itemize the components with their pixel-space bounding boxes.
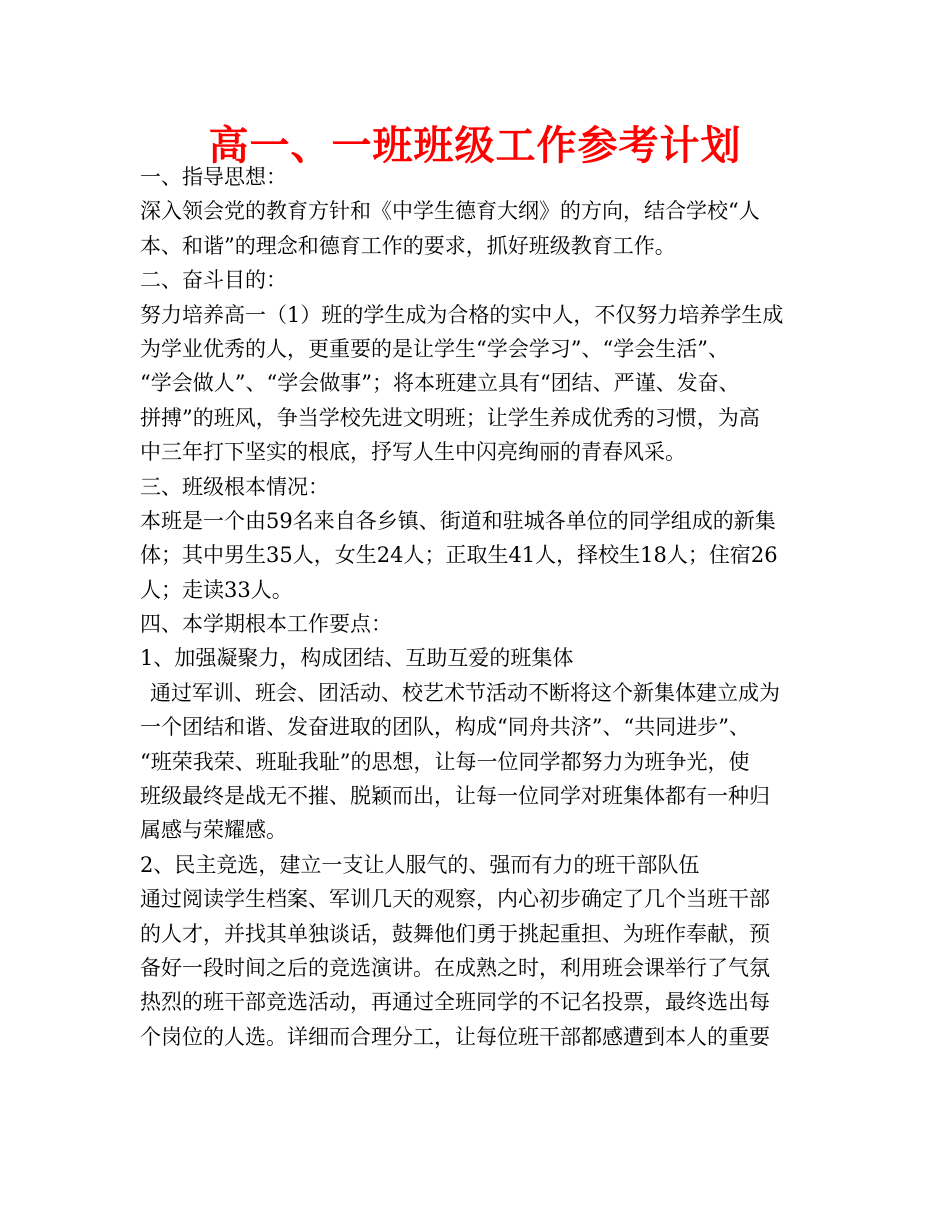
paragraph-line: 热烈的班干部竞选活动，再通过全班同学的不记名投票，最终选出每 <box>140 990 770 1015</box>
paragraph-line: 通过军训、班会、团活动、校艺术节活动不断将这个新集体建立成为 <box>150 680 780 705</box>
paragraph-line: 体；其中男生35人，女生24人；正取生41人，择校生18人；住宿26 <box>140 543 778 568</box>
paragraph-line: 属感与荣耀感。 <box>140 818 287 843</box>
paragraph-line: 为学业优秀的人，更重要的是让学生“学会学习”、“学会生活”、 <box>140 336 729 361</box>
paragraph-line: 班级最终是战无不摧、脱颖而出，让每一位同学对班集体都有一种归 <box>140 784 770 809</box>
paragraph-line: 备好一段时间之后的竞选演讲。在成熟之时，利用班会课举行了气氛 <box>140 955 770 980</box>
paragraph-line: 本班是一个由59名来自各乡镇、街道和驻城各单位的同学组成的新集 <box>140 508 776 533</box>
section-heading-goals: 二、奋斗目的： <box>140 268 287 293</box>
paragraph-line: 努力培养高一（1）班的学生成为合格的实中人，不仅努力培养学生成 <box>140 302 784 327</box>
paragraph-line: “班荣我荣、班耻我耻”的思想，让每一位同学都努力为班争光，使 <box>140 749 750 774</box>
subheading-cohesion: 1、加强凝聚力，构成团结、互助互爱的班集体 <box>140 646 574 671</box>
subheading-democratic-election: 2、民主竞选，建立一支让人服气的、强而有力的班干部队伍 <box>140 852 700 877</box>
paragraph-line: 深入领会党的教育方针和《中学生德育大纲》的方向，结合学校“人 <box>140 199 760 224</box>
paragraph-line: 中三年打下坚实的根底，抒写人生中闪亮绚丽的青春风采。 <box>140 440 686 465</box>
section-heading-guiding-ideology: 一、指导思想： <box>140 165 287 189</box>
paragraph-line: “学会做人”、“学会做事”；将本班建立具有“团结、严谨、发奋、 <box>140 371 740 396</box>
section-heading-class-situation: 三、班级根本情况： <box>140 474 329 499</box>
section-heading-work-points: 四、本学期根本工作要点： <box>140 612 392 637</box>
paragraph-line: 个岗位的人选。详细而合理分工，让每位班干部都感遭到本人的重要 <box>140 1024 770 1049</box>
paragraph-line: 的人才，并找其单独谈话，鼓舞他们勇于挑起重担、为班作奉献，预 <box>140 921 770 946</box>
paragraph-line: 人；走读33人。 <box>140 577 293 602</box>
document-body <box>140 160 830 1054</box>
paragraph-line: 通过阅读学生档案、军训几天的观察，内心初步确定了几个当班干部 <box>140 887 770 912</box>
paragraph-line: 拼搏”的班风，争当学校先进文明班；让学生养成优秀的习惯，为高 <box>140 405 760 430</box>
paragraph-line: 本、和谐”的理念和德育工作的要求，抓好班级教育工作。 <box>140 233 676 258</box>
paragraph-line: 一个团结和谐、发奋进取的团队，构成“同舟共济”、“共同进步”、 <box>140 715 750 740</box>
document-title: 高一、一班班级工作参考计划 <box>208 123 742 169</box>
